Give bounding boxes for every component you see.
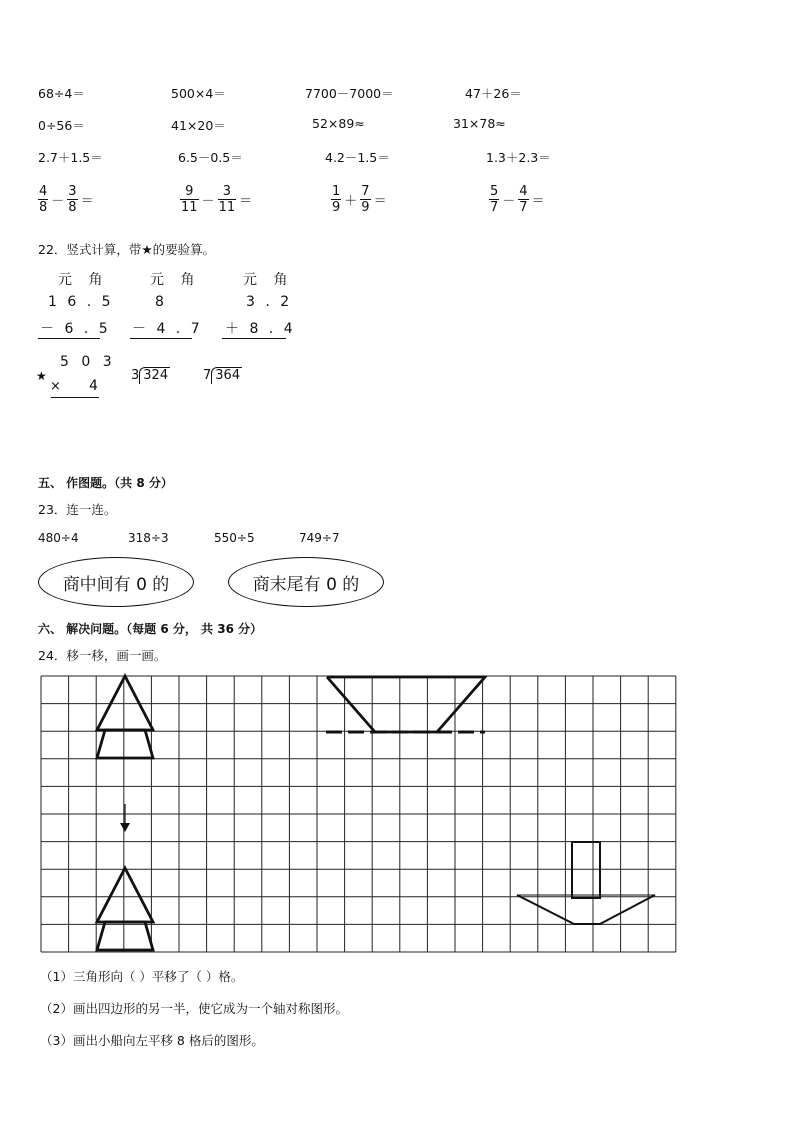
triangle-top bbox=[97, 676, 153, 730]
numerator: 3 bbox=[68, 184, 77, 199]
equals: ＝ bbox=[239, 194, 253, 209]
dividend: 324 bbox=[139, 367, 170, 384]
q24-sub3: （3）画出小船向左平移 8 格后的图形。 bbox=[40, 1033, 264, 1048]
numerator: 5 bbox=[490, 184, 499, 199]
equals: ＝ bbox=[80, 194, 94, 209]
operator: ＋ bbox=[344, 194, 358, 209]
vertical-1-top: 1 6 . 5 bbox=[48, 294, 114, 310]
shapes bbox=[97, 676, 600, 950]
vertical-1-bottom: － 6 . 5 bbox=[40, 321, 111, 337]
numerator: 1 bbox=[332, 184, 341, 199]
vertical-3-bottom: ＋ 8 . 4 bbox=[225, 321, 296, 337]
mult-top: 5 0 3 bbox=[60, 354, 116, 370]
denominator: 8 bbox=[39, 200, 48, 215]
quadrilateral bbox=[327, 677, 485, 732]
denominator: 11 bbox=[218, 200, 236, 215]
mult-bottom: 4 bbox=[89, 378, 98, 394]
denominator: 9 bbox=[361, 200, 370, 215]
mult-op: × bbox=[50, 379, 61, 394]
denominator: 7 bbox=[490, 200, 499, 215]
calc-3-2: 6.5－0.5＝ bbox=[178, 150, 243, 165]
calc-2-4: 31×78≈ bbox=[453, 116, 506, 131]
section5-title: 五、 作图题。（共 8 分） bbox=[38, 476, 173, 490]
arrow-down-icon bbox=[120, 823, 130, 832]
vertical-2-top: 8 bbox=[155, 294, 164, 310]
triangle-bottom bbox=[97, 868, 153, 922]
operator: － bbox=[502, 194, 516, 209]
expr-4: 749÷7 bbox=[299, 531, 340, 545]
triangle-top-base bbox=[97, 730, 153, 758]
boat-mast bbox=[572, 842, 600, 898]
dividend: 364 bbox=[211, 367, 242, 384]
calc-1-3: 7700－7000＝ bbox=[305, 86, 394, 101]
numerator: 9 bbox=[180, 184, 199, 200]
vertical-3-header: 元 角 bbox=[243, 272, 294, 288]
star-icon: ★ bbox=[36, 369, 47, 383]
numerator: 3 bbox=[218, 184, 237, 200]
calc-3-3: 4.2－1.5＝ bbox=[325, 150, 390, 165]
calc-2-1: 0÷56＝ bbox=[38, 118, 85, 133]
numerator: 7 bbox=[361, 184, 370, 199]
numerator: 4 bbox=[519, 184, 528, 199]
oval-label: 商末尾有 0 的 bbox=[252, 574, 360, 595]
q23-title: 23．连一连。 bbox=[38, 502, 117, 517]
divisor: 7 bbox=[203, 368, 212, 383]
calc-1-4: 47＋26＝ bbox=[465, 86, 522, 101]
oval-label: 商中间有 0 的 bbox=[62, 574, 170, 595]
divisor: 3 bbox=[131, 368, 140, 383]
q24-title: 24．移一移，画一画。 bbox=[38, 648, 167, 663]
q24-sub2: （2）画出四边形的另一半，使它成为一个轴对称图形。 bbox=[40, 1001, 348, 1016]
expr-1: 480÷4 bbox=[38, 531, 79, 545]
q22-title: 22．竖式计算，带★的要验算。 bbox=[38, 242, 216, 257]
denominator: 11 bbox=[181, 200, 198, 215]
calc-3-1: 2.7＋1.5＝ bbox=[38, 150, 103, 165]
equals: ＝ bbox=[373, 194, 387, 209]
calc-1-1: 68÷4＝ bbox=[38, 86, 85, 101]
calc-2-3: 52×89≈ bbox=[312, 116, 365, 131]
expr-3: 550÷5 bbox=[214, 531, 255, 545]
calc-2-2: 41×20＝ bbox=[171, 118, 226, 133]
vertical-1-header: 元 角 bbox=[58, 272, 109, 288]
q24-sub1: （1）三角形向（ ）平移了（ ）格。 bbox=[40, 969, 244, 984]
calc-3-4: 1.3＋2.3＝ bbox=[486, 150, 551, 165]
expr-2: 318÷3 bbox=[128, 531, 169, 545]
vertical-2-bottom: － 4 . 7 bbox=[132, 321, 203, 337]
grid-lines bbox=[41, 676, 676, 952]
denominator: 8 bbox=[68, 200, 77, 215]
equals: ＝ bbox=[531, 194, 545, 209]
denominator: 7 bbox=[519, 200, 528, 215]
operator: － bbox=[51, 194, 65, 209]
triangle-bottom-base bbox=[97, 922, 153, 950]
vertical-2-header: 元 角 bbox=[150, 272, 201, 288]
operator: － bbox=[201, 194, 215, 209]
numerator: 4 bbox=[39, 184, 48, 199]
denominator: 9 bbox=[332, 200, 341, 215]
calc-1-2: 500×4＝ bbox=[171, 86, 226, 101]
section6-title: 六、 解决问题。（每题 6 分， 共 36 分） bbox=[38, 622, 263, 636]
vertical-3-top: 3 . 2 bbox=[246, 294, 293, 310]
